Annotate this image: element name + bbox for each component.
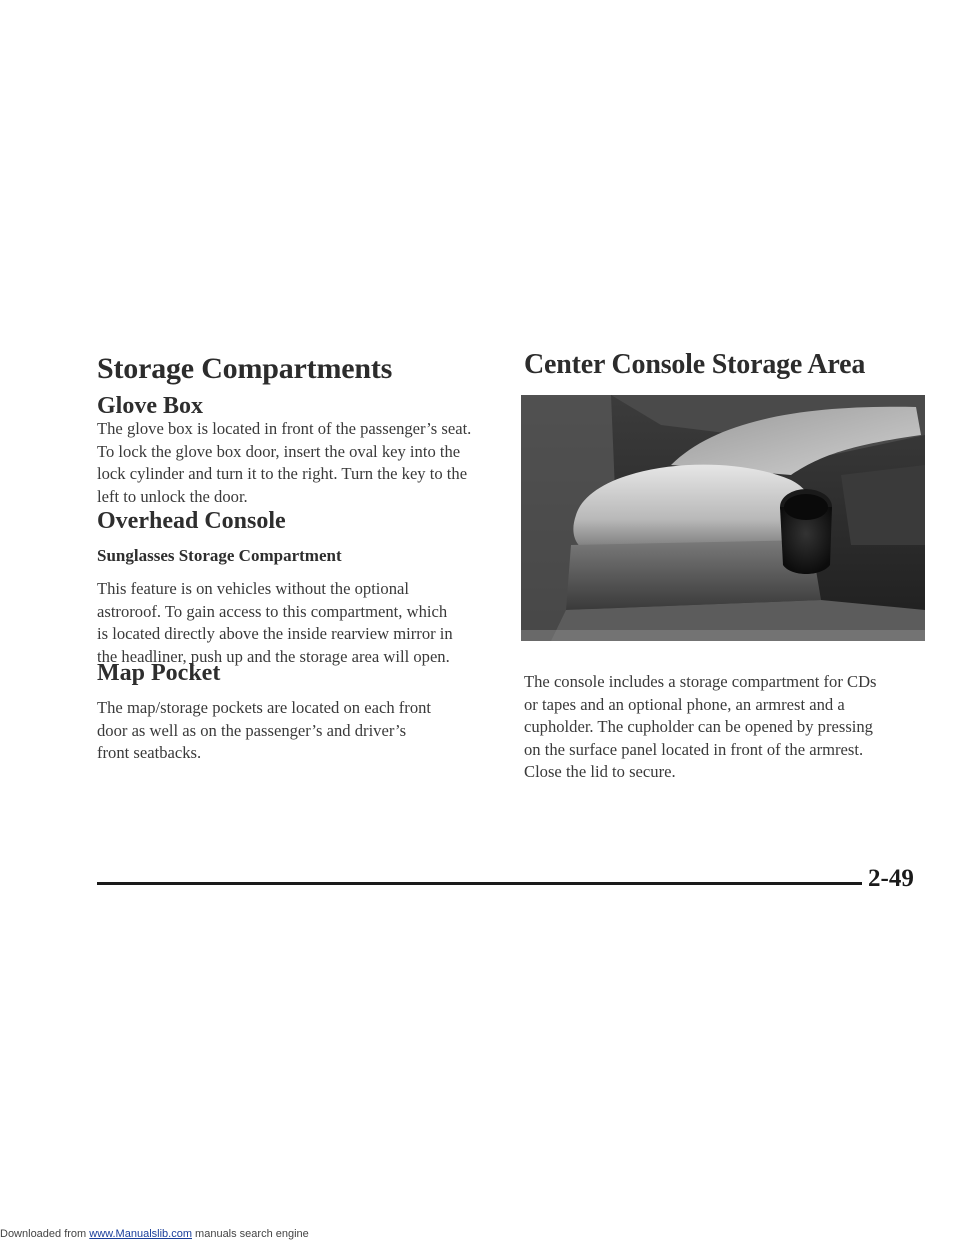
map-pocket-text: The map/storage pockets are located on each front door as well as on the passenger’s and driver’s front seatbacks. bbox=[97, 698, 432, 763]
footer-prefix: Downloaded from bbox=[0, 1228, 87, 1240]
sunglasses-storage-heading: Sunglasses Storage Compartment bbox=[97, 546, 342, 565]
center-console-text: The console includes a storage compartment for CDs or tapes and an optional phone, an armrest and a cupholder. The cupholder can be opened by pressing on the surface panel located in front of the armrest. Close the lid to secure. bbox=[524, 672, 877, 782]
center-console-title: Center Console Storage Area bbox=[524, 349, 866, 380]
glove-box-text: The glove box is located in front of the passenger’s seat. To lock the glove box door, insert the oval key into the lock cylinder and turn it to the right. Turn the key to the left to unlock the door. bbox=[97, 419, 472, 506]
glove-box-heading: Glove Box bbox=[97, 393, 203, 419]
map-pocket-heading: Map Pocket bbox=[97, 660, 221, 686]
overhead-console-text: This feature is on vehicles without the optional astroroof. To gain access to this compartment, which is located directly above the inside rearview mirror in the headliner, push up and the storage area will open. bbox=[97, 579, 453, 666]
manualslib-link[interactable]: www.Manualslib.com bbox=[89, 1228, 192, 1240]
page-number: 2-49 bbox=[868, 865, 914, 892]
download-footer bbox=[0, 1228, 309, 1240]
center-console-photo bbox=[521, 395, 925, 641]
page-title: Storage Compartments bbox=[97, 352, 393, 385]
footer-suffix: manuals search engine bbox=[195, 1228, 309, 1240]
overhead-console-heading: Overhead Console bbox=[97, 508, 286, 534]
footer-rule bbox=[97, 882, 862, 885]
console-armrest-image bbox=[521, 395, 925, 641]
